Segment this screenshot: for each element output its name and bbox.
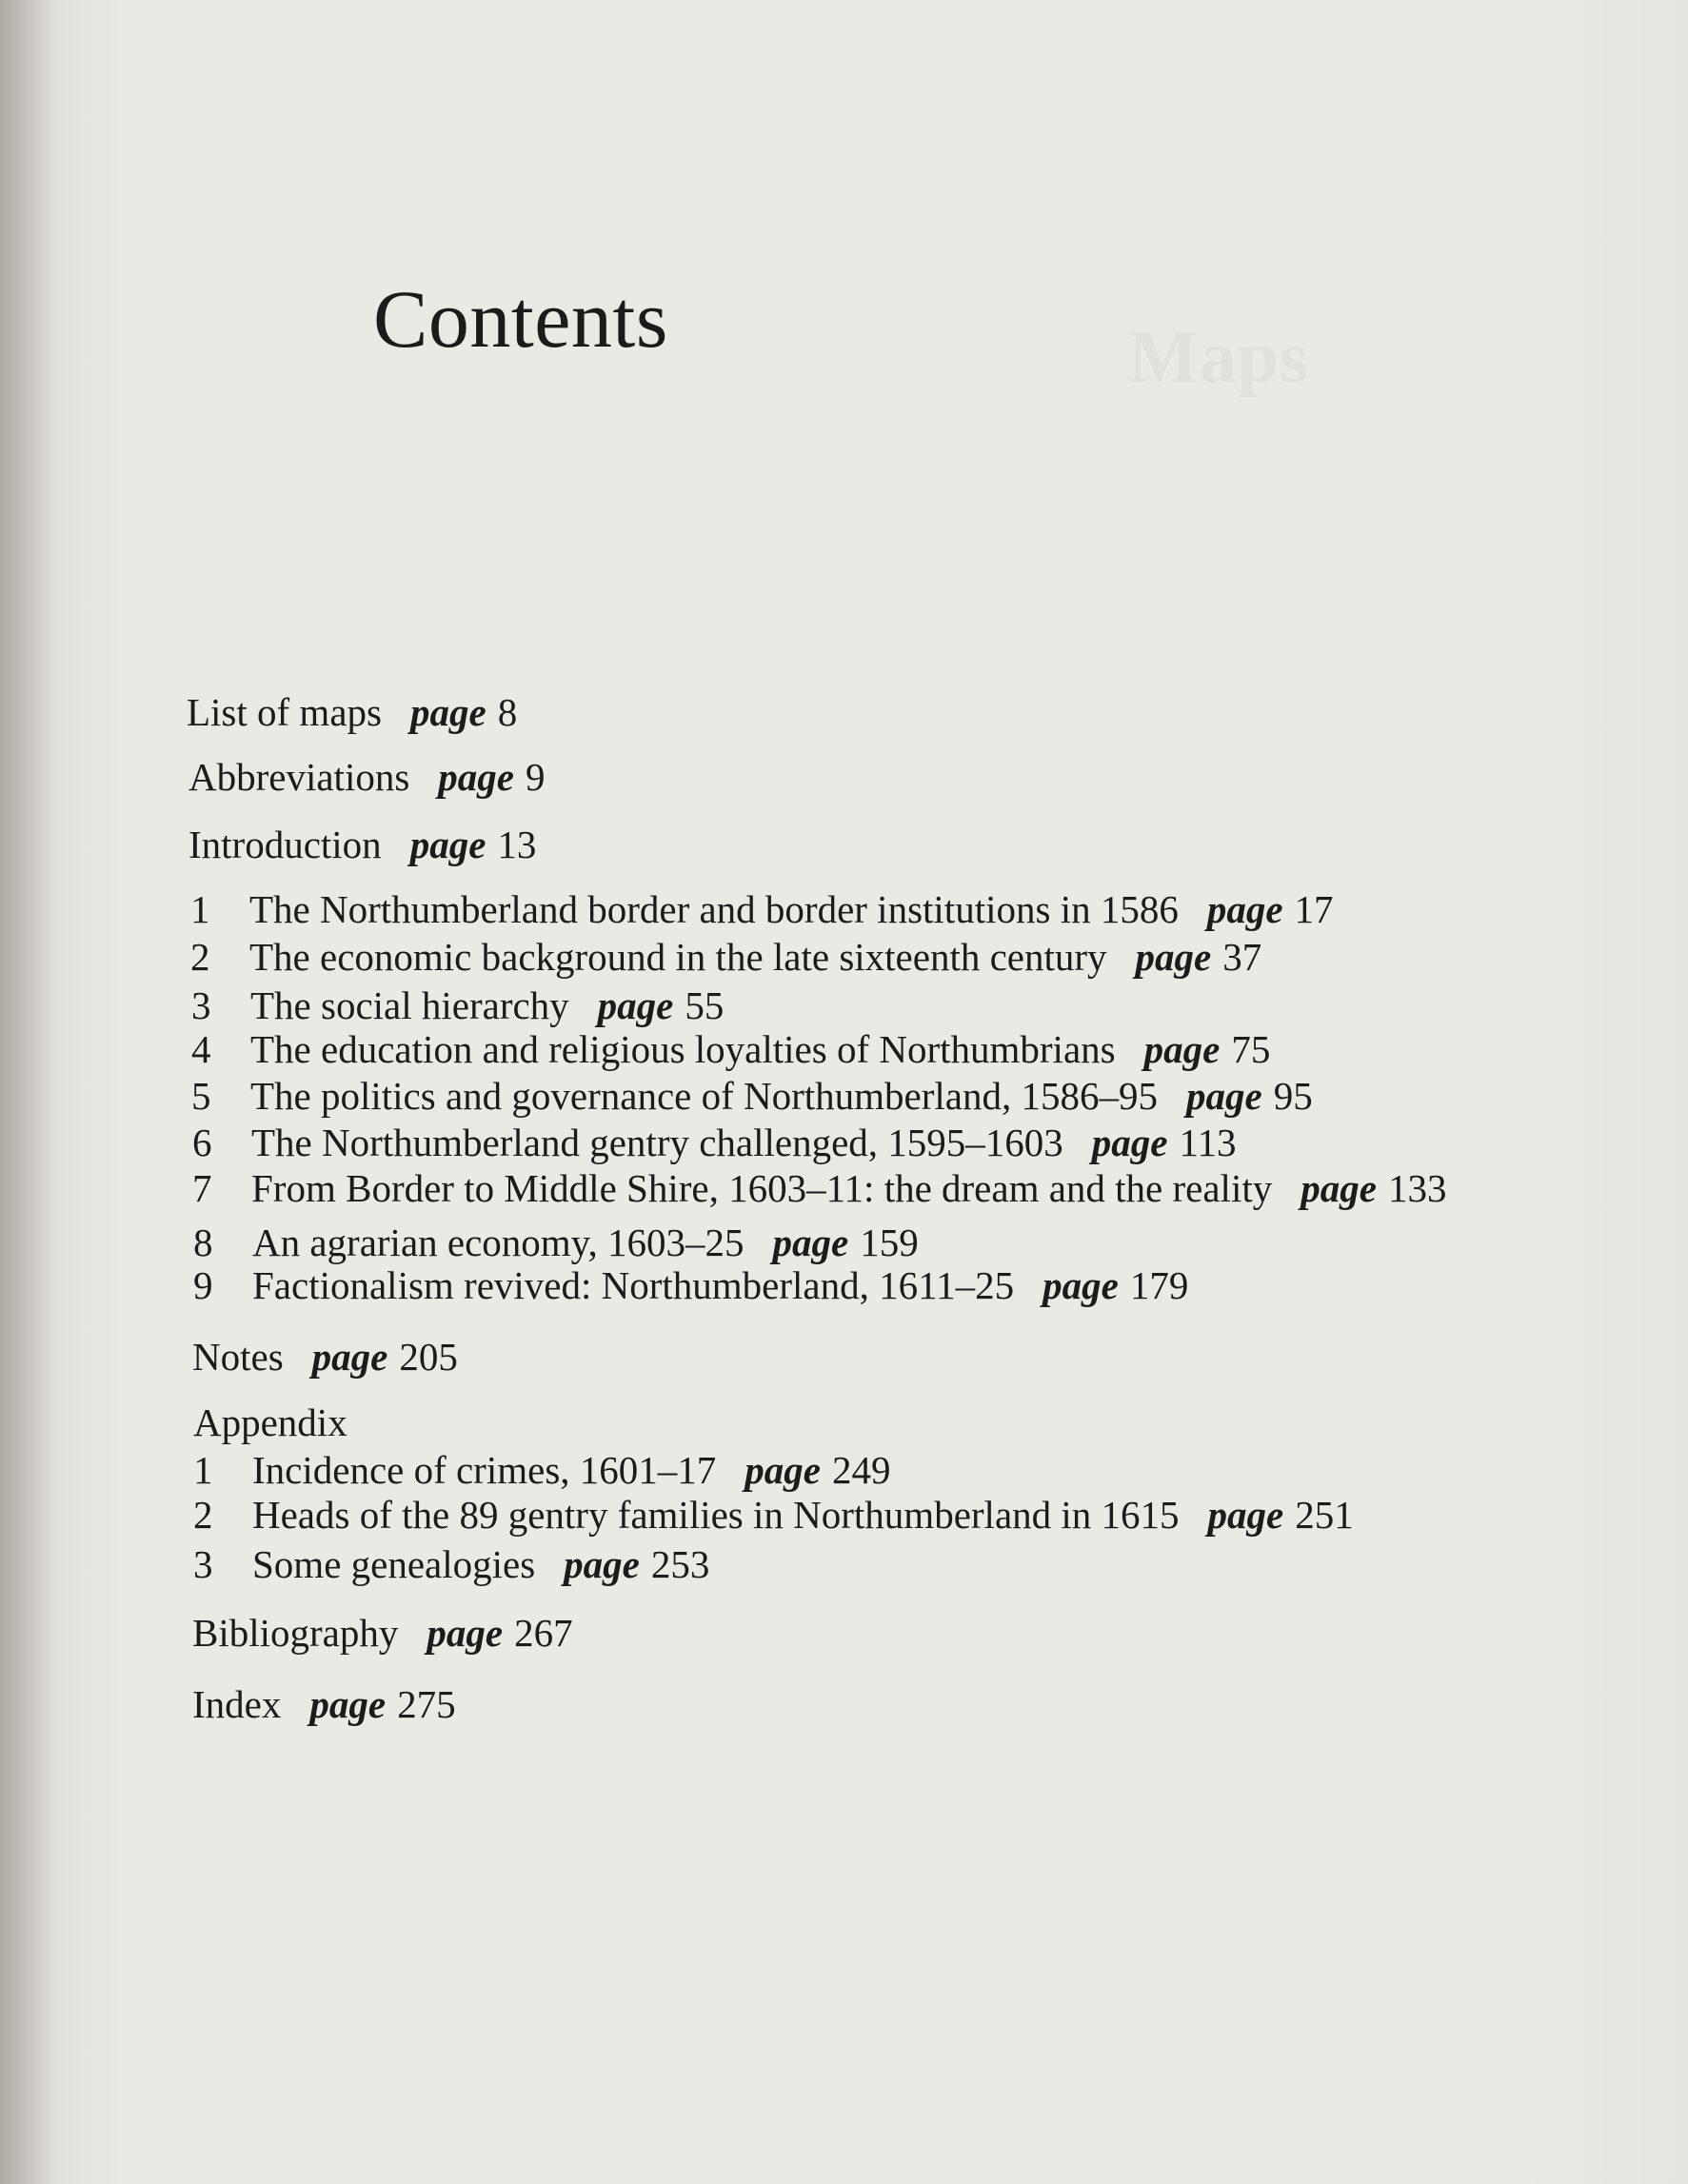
page-word: page: [564, 1542, 640, 1586]
page-number: 179: [1129, 1263, 1189, 1307]
page-word: page: [427, 1611, 504, 1655]
page-number: 8: [497, 690, 518, 734]
page-word: page: [1207, 1493, 1284, 1537]
page-word: page: [1186, 1074, 1262, 1118]
page-word: page: [1143, 1027, 1221, 1071]
chapter-number: 4: [191, 1027, 211, 1071]
entry-label: Heads of the 89 gentry families in Northumberland in 1615: [252, 1493, 1180, 1537]
page-number: 9: [526, 755, 546, 799]
chapter-number: 8: [193, 1221, 213, 1264]
page-word: page: [597, 983, 674, 1027]
toc-entry-index: [192, 1682, 456, 1726]
entry-label: Incidence of crimes, 1601–17: [252, 1448, 717, 1492]
toc-entry-bibliography: [192, 1611, 573, 1655]
entry-label: Notes: [192, 1335, 284, 1379]
chapter-number: 2: [190, 935, 210, 979]
page-number: 37: [1222, 935, 1262, 979]
chapter-number: 1: [190, 887, 210, 931]
entry-label: The social hierarchy: [250, 983, 569, 1027]
toc-appendix-1: [193, 1448, 891, 1492]
page-word: page: [409, 690, 487, 734]
entry-label: The education and religious loyalties of Northumbrians: [250, 1027, 1116, 1071]
chapter-number: 7: [192, 1166, 212, 1210]
toc-chapter-7: [192, 1166, 1447, 1210]
entry-label: The economic background in the late sixteenth century: [249, 935, 1107, 979]
chapter-number: 5: [191, 1074, 211, 1118]
entry-label: List of maps: [187, 690, 382, 734]
page-word: page: [1091, 1121, 1168, 1164]
page-number: 275: [397, 1682, 456, 1726]
page-word: page: [772, 1221, 849, 1264]
toc-chapter-8: [193, 1223, 919, 1262]
appendix-number: 2: [193, 1493, 213, 1537]
toc-entry-notes: [192, 1335, 458, 1379]
appendix-number: 3: [193, 1542, 213, 1586]
toc-chapter-1: [190, 887, 1334, 931]
toc-entry-introduction: [189, 825, 536, 864]
toc-appendix-2: [193, 1493, 1354, 1537]
page-number: 251: [1295, 1493, 1354, 1537]
entry-label: From Border to Middle Shire, 1603–11: the dream and the reality: [251, 1166, 1273, 1210]
page-word: page: [309, 1682, 387, 1726]
entry-label: An agrarian economy, 1603–25: [252, 1221, 745, 1264]
entry-label: The Northumberland gentry challenged, 1595–1603: [251, 1121, 1063, 1164]
page-title: Contents: [373, 273, 668, 365]
page-number: 267: [514, 1611, 573, 1655]
page-word: page: [1206, 887, 1283, 931]
chapter-number: 6: [192, 1121, 212, 1164]
toc-chapter-4: [191, 1027, 1271, 1071]
page-word: page: [1135, 935, 1212, 979]
page-word: page: [311, 1335, 388, 1379]
toc-chapter-9: [193, 1263, 1189, 1307]
page-word: page: [1043, 1263, 1119, 1307]
appendix-number: 1: [193, 1448, 213, 1492]
toc-entry-abbreviations: [189, 755, 546, 799]
entry-label: Factionalism revived: Northumberland, 1611–25: [252, 1263, 1015, 1307]
page-number: 253: [650, 1542, 710, 1586]
entry-label: Abbreviations: [189, 755, 410, 799]
show-through-heading: [1128, 314, 1309, 400]
page-number: 95: [1273, 1074, 1313, 1118]
toc-chapter-2: [190, 935, 1262, 979]
entry-label: Bibliography: [192, 1611, 399, 1655]
entry-label: Index: [192, 1682, 282, 1726]
entry-label: The politics and governance of Northumberland, 1586–95: [250, 1074, 1158, 1118]
page-number: 205: [399, 1335, 458, 1379]
entry-label: The Northumberland border and border institutions in 1586: [249, 887, 1179, 931]
entry-label: Some genealogies: [252, 1542, 536, 1586]
page-number: 75: [1231, 1027, 1271, 1071]
page-number: 159: [860, 1221, 919, 1264]
toc-chapter-3: [191, 983, 725, 1027]
toc-entry-list-of-maps: [187, 690, 518, 734]
page-number: 13: [497, 823, 537, 866]
page-number: 113: [1179, 1121, 1237, 1164]
toc-appendix-3: [193, 1542, 710, 1586]
page-number: 55: [685, 983, 725, 1027]
page-number: 249: [831, 1448, 891, 1492]
page-number: 133: [1387, 1166, 1447, 1210]
toc-chapter-5: [191, 1074, 1313, 1118]
page-word: page: [745, 1448, 821, 1492]
page-number: 17: [1294, 887, 1334, 931]
page-word: page: [1301, 1166, 1377, 1210]
page-word: page: [409, 823, 487, 866]
toc-chapter-6: [192, 1123, 1236, 1162]
entry-label: Introduction: [189, 823, 382, 866]
chapter-number: 3: [191, 983, 211, 1027]
page-word: page: [438, 755, 514, 799]
appendix-heading: Appendix: [193, 1400, 348, 1444]
page-gutter-shadow: [0, 0, 57, 2184]
chapter-number: 9: [193, 1263, 213, 1307]
